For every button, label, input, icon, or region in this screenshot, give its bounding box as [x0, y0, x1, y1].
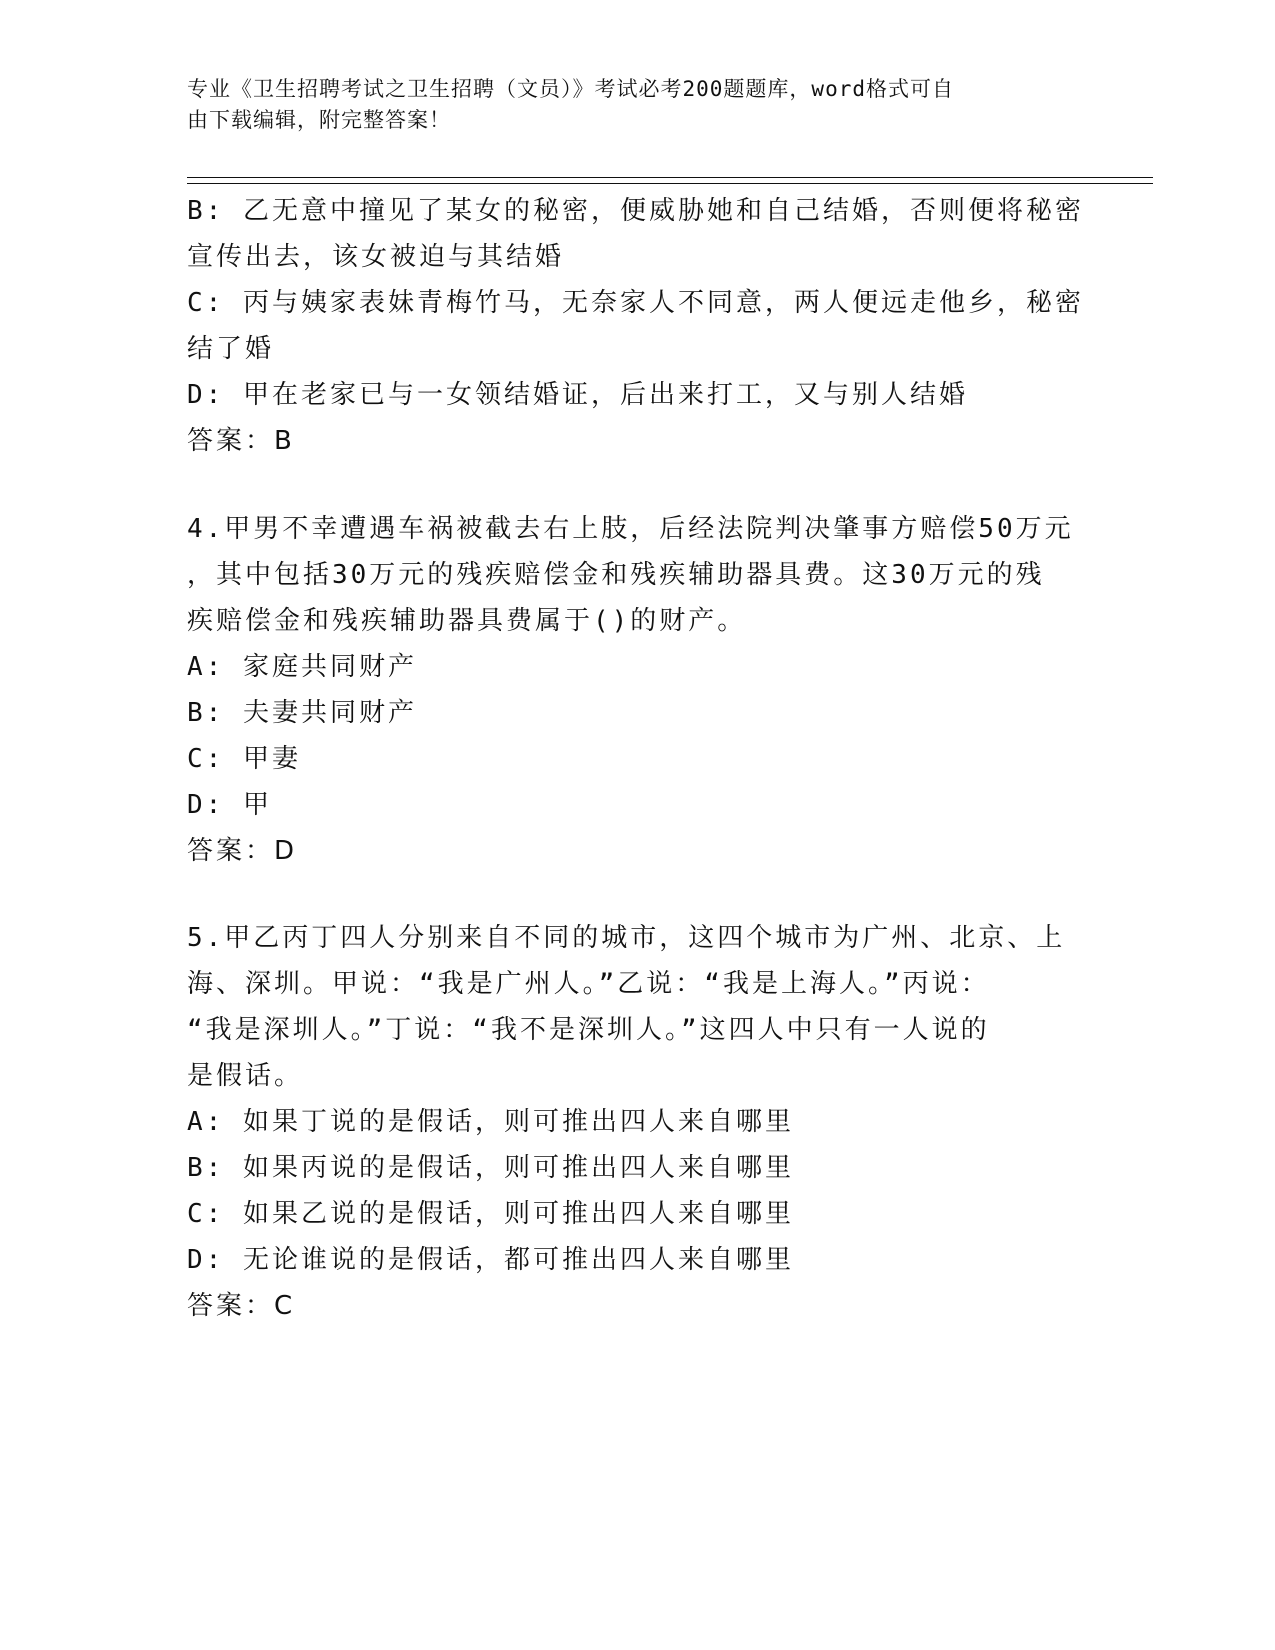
header-line-1: 专业《卫生招聘考试之卫生招聘（文员）》考试必考200题题库，word格式可自 [187, 77, 954, 101]
option-c-line-1: C: 丙与姨家表妹青梅竹马，无奈家人不同意，两人便远走他乡，秘密 [187, 288, 1084, 318]
question-5-block [187, 915, 1087, 1329]
question-stem-line-4: 是假话。 [187, 1061, 304, 1091]
option-c: C: 如果乙说的是假话，则可推出四人来自哪里 [187, 1199, 794, 1229]
question-stem-line-1: 5.甲乙丙丁四人分别来自不同的城市，这四个城市为广州、北京、上 [187, 923, 1066, 953]
option-c: C: 甲妻 [187, 744, 301, 774]
document-header [187, 74, 1067, 136]
option-c-line-2: 结了婚 [187, 334, 275, 364]
question-stem-line-2: 海、深圳。甲说：“我是广州人。”乙说：“我是上海人。”丙说： [187, 969, 990, 999]
question-stem-line-2: ，其中包括30万元的残疾赔偿金和残疾辅助器具费。这30万元的残 [187, 560, 1045, 590]
question-4-block [187, 506, 1087, 874]
answer-label: 答案：B [187, 426, 295, 456]
option-b-line-1: B: 乙无意中撞见了某女的秘密，便威胁她和自己结婚，否则便将秘密 [187, 196, 1084, 226]
answer-label: 答案：D [187, 836, 298, 866]
option-a: A: 如果丁说的是假话，则可推出四人来自哪里 [187, 1107, 794, 1137]
header-line-2: 由下载编辑，附完整答案！ [187, 108, 451, 132]
option-d: D: 甲在老家已与一女领结婚证，后出来打工，又与别人结婚 [187, 380, 968, 410]
option-a: A: 家庭共同财产 [187, 652, 417, 682]
answer-label: 答案：C [187, 1291, 296, 1321]
header-divider-bottom [187, 183, 1153, 184]
option-b: B: 如果丙说的是假话，则可推出四人来自哪里 [187, 1153, 794, 1183]
question-stem-line-3: 疾赔偿金和残疾辅助器具费属于()的财产。 [187, 606, 747, 636]
question-stem-line-1: 4.甲男不幸遭遇车祸被截去右上肢，后经法院判决肇事方赔偿50万元 [187, 514, 1074, 544]
question-stem-line-3: “我是深圳人。”丁说：“我不是深圳人。”这四人中只有一人说的 [187, 1015, 990, 1045]
option-b: B: 夫妻共同财产 [187, 698, 417, 728]
option-b-line-2: 宣传出去，该女被迫与其结婚 [187, 242, 565, 272]
option-d: D: 无论谁说的是假话，都可推出四人来自哪里 [187, 1245, 794, 1275]
option-d: D: 甲 [187, 790, 272, 820]
question-3-block [187, 188, 1087, 464]
header-divider-top [187, 177, 1153, 178]
